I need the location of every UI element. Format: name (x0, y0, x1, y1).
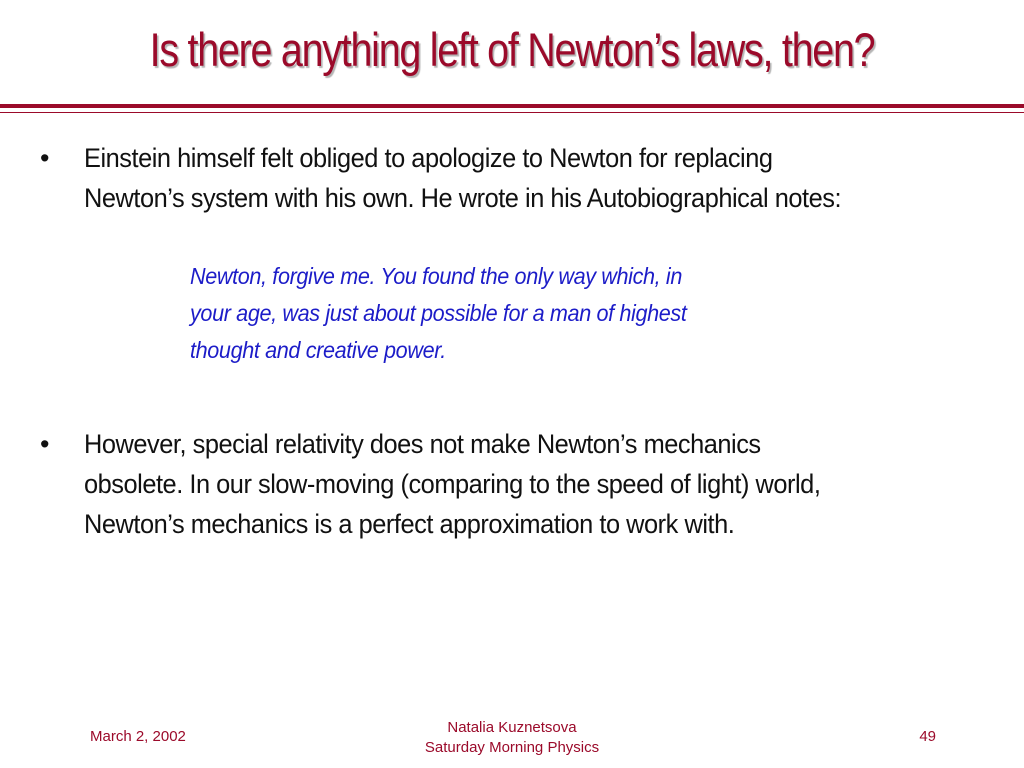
bullet-line: However, special relativity does not make Newton’s mechanics (84, 429, 761, 459)
quote-line: your age, was just about possible for a man of highest (190, 300, 687, 326)
bullet-line: Einstein himself felt obliged to apologize to Newton for replacing (84, 143, 773, 173)
footer-page-number: 49 (919, 728, 936, 745)
title-divider-thick (0, 104, 1024, 108)
bullet-item (40, 424, 980, 544)
footer-event: Saturday Morning Physics (424, 739, 600, 756)
quote-line: Newton, forgive me. You found the only way which, in (190, 263, 683, 289)
bullet-text (84, 138, 986, 218)
bullet-line: Newton’s mechanics is a perfect approximation to work with. (84, 509, 735, 539)
footer-center (0, 718, 1024, 758)
quote-line: thought and creative power. (190, 337, 446, 363)
footer-author: Natalia Kuznetsova (447, 719, 577, 736)
bullet-text (84, 424, 986, 544)
bullet-line: Newton’s system with his own. He wrote in his Autobiographical notes: (84, 183, 842, 213)
bullet-marker: • (40, 429, 49, 459)
footer-date: March 2, 2002 (90, 728, 186, 745)
bullet-line: obsolete. In our slow-moving (comparing to the speed of light) world, (84, 469, 821, 499)
bullet-item (40, 138, 980, 218)
slide-title: Is there anything left of Newton’s laws, then? (149, 23, 875, 76)
einstein-quote (190, 258, 830, 369)
bullet-marker: • (40, 143, 49, 173)
title-divider-thin (0, 112, 1024, 113)
